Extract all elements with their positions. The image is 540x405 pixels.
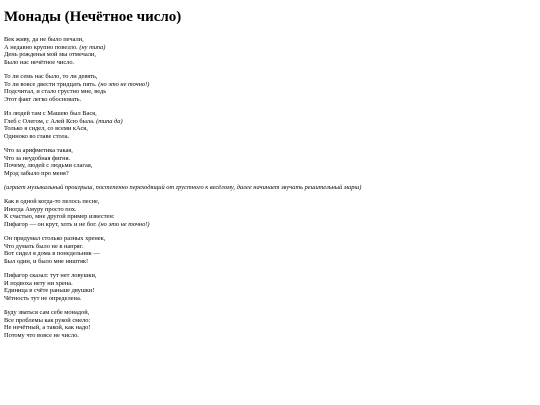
lyric-line xyxy=(4,155,536,163)
lyric-line xyxy=(4,317,536,325)
lyric-line xyxy=(4,88,536,96)
lyric-line xyxy=(4,198,536,206)
stanza xyxy=(4,184,536,192)
lyric-line xyxy=(4,147,536,155)
lyric-text: То ли семь нас было, то ли девять, xyxy=(4,72,98,80)
lyric-text: Чётность тут не определена. xyxy=(4,294,82,302)
lyric-line xyxy=(4,170,536,178)
lyrics xyxy=(4,36,536,339)
lyric-line xyxy=(4,287,536,295)
lyric-note: (но это не точно!) xyxy=(98,220,150,228)
lyric-text: То ли вовсе двести тридцать пять. xyxy=(4,80,97,88)
lyric-line xyxy=(4,110,536,118)
lyric-text: А недавно крупно повезло. xyxy=(4,43,78,51)
lyric-text: Мрэд забыло про меня? xyxy=(4,169,69,177)
stanza xyxy=(4,36,536,66)
lyric-text: Он придумал столько разных хренек, xyxy=(4,235,106,243)
lyric-text: Век живу, да не было печали, xyxy=(4,36,84,43)
lyric-line xyxy=(4,235,536,243)
lyric-line xyxy=(4,118,536,126)
lyric-line xyxy=(4,243,536,251)
lyric-text: Подсчитал, и стало грустно мне, ведь xyxy=(4,88,107,96)
lyric-text: Был один, и было мне ништяк! xyxy=(4,257,89,265)
lyric-line xyxy=(4,162,536,170)
lyric-line xyxy=(4,272,536,280)
lyric-text: Только я сидел, со всеми кАся, xyxy=(4,125,88,133)
lyric-text: Глеб с Олегом, с Алей Ксю была. xyxy=(4,117,95,125)
lyric-line xyxy=(4,96,536,104)
lyric-text: Единица в счёте раньше двушки! xyxy=(4,287,95,295)
lyric-text: Потому что вовсе не число. xyxy=(4,331,79,339)
lyric-text: День рожденья мой мы отмечали, xyxy=(4,51,96,59)
lyric-text: Одиноко во главе стола. xyxy=(4,132,70,140)
stanza xyxy=(4,235,536,265)
lyric-line xyxy=(4,258,536,266)
stanza xyxy=(4,309,536,339)
lyric-line xyxy=(4,206,536,214)
lyric-line xyxy=(4,36,536,44)
lyric-line xyxy=(4,133,536,141)
lyric-line xyxy=(4,125,536,133)
lyric-text: Вот сидел я дома в понедельник — xyxy=(4,250,100,258)
lyric-line xyxy=(4,250,536,258)
lyric-text: Пифагор сказал: тут нет ловушки, xyxy=(4,272,97,279)
lyric-note: (типа да) xyxy=(96,117,123,125)
lyric-text: И подвоха нету ни хрена. xyxy=(4,279,73,287)
lyric-line xyxy=(4,73,536,81)
lyric-text: Не нечётный, а такой, как надо! xyxy=(4,324,91,332)
lyric-text: Все проблемы как рукой смело: xyxy=(4,316,91,324)
lyric-line xyxy=(4,280,536,288)
lyric-text: Из людей там с Машею был Вася, xyxy=(4,109,97,117)
lyric-line xyxy=(4,81,536,89)
lyric-line xyxy=(4,324,536,332)
stanza xyxy=(4,147,536,177)
stanza xyxy=(4,110,536,140)
lyric-text: Что думать было не в напряг. xyxy=(4,242,84,250)
lyric-line xyxy=(4,295,536,303)
lyric-text: Было нас нечётное число. xyxy=(4,58,75,66)
lyric-line xyxy=(4,213,536,221)
lyric-text: Иногда Амуру просто пох. xyxy=(4,205,77,213)
lyric-text: Этот факт легко обосновать. xyxy=(4,95,82,103)
lyric-line xyxy=(4,59,536,67)
lyric-note: (играет музыкальный проигрыш, постепенно переходящий от грустного к весёлому, далее начинает звучать решительный марш) xyxy=(4,183,362,191)
lyric-text: Что за арифметика такая, xyxy=(4,146,73,154)
lyric-text: К счастью, мне другой пример известен: xyxy=(4,213,115,221)
lyric-line xyxy=(4,332,536,340)
stanza xyxy=(4,198,536,228)
lyric-line xyxy=(4,309,536,317)
lyric-line xyxy=(4,221,536,229)
lyric-note: (но это не точно!) xyxy=(98,80,150,88)
stage-direction xyxy=(4,184,536,192)
lyric-text: Пифагор — он крут, хоть и не бог. xyxy=(4,220,97,228)
stanza xyxy=(4,272,536,302)
lyric-text: Как в одной когда-то пелось песне, xyxy=(4,198,100,206)
lyric-note: (ну типа) xyxy=(79,43,106,51)
lyric-line xyxy=(4,44,536,52)
lyric-text: Что за неудобная фигня. xyxy=(4,154,71,162)
lyric-text: Буду зваться сам себе монадой, xyxy=(4,308,90,316)
song-title: Монады (Нечётное число) xyxy=(4,9,182,25)
lyric-line xyxy=(4,51,536,59)
lyric-text: Почему, людей с людьми слагая, xyxy=(4,162,93,170)
stanza xyxy=(4,73,536,103)
